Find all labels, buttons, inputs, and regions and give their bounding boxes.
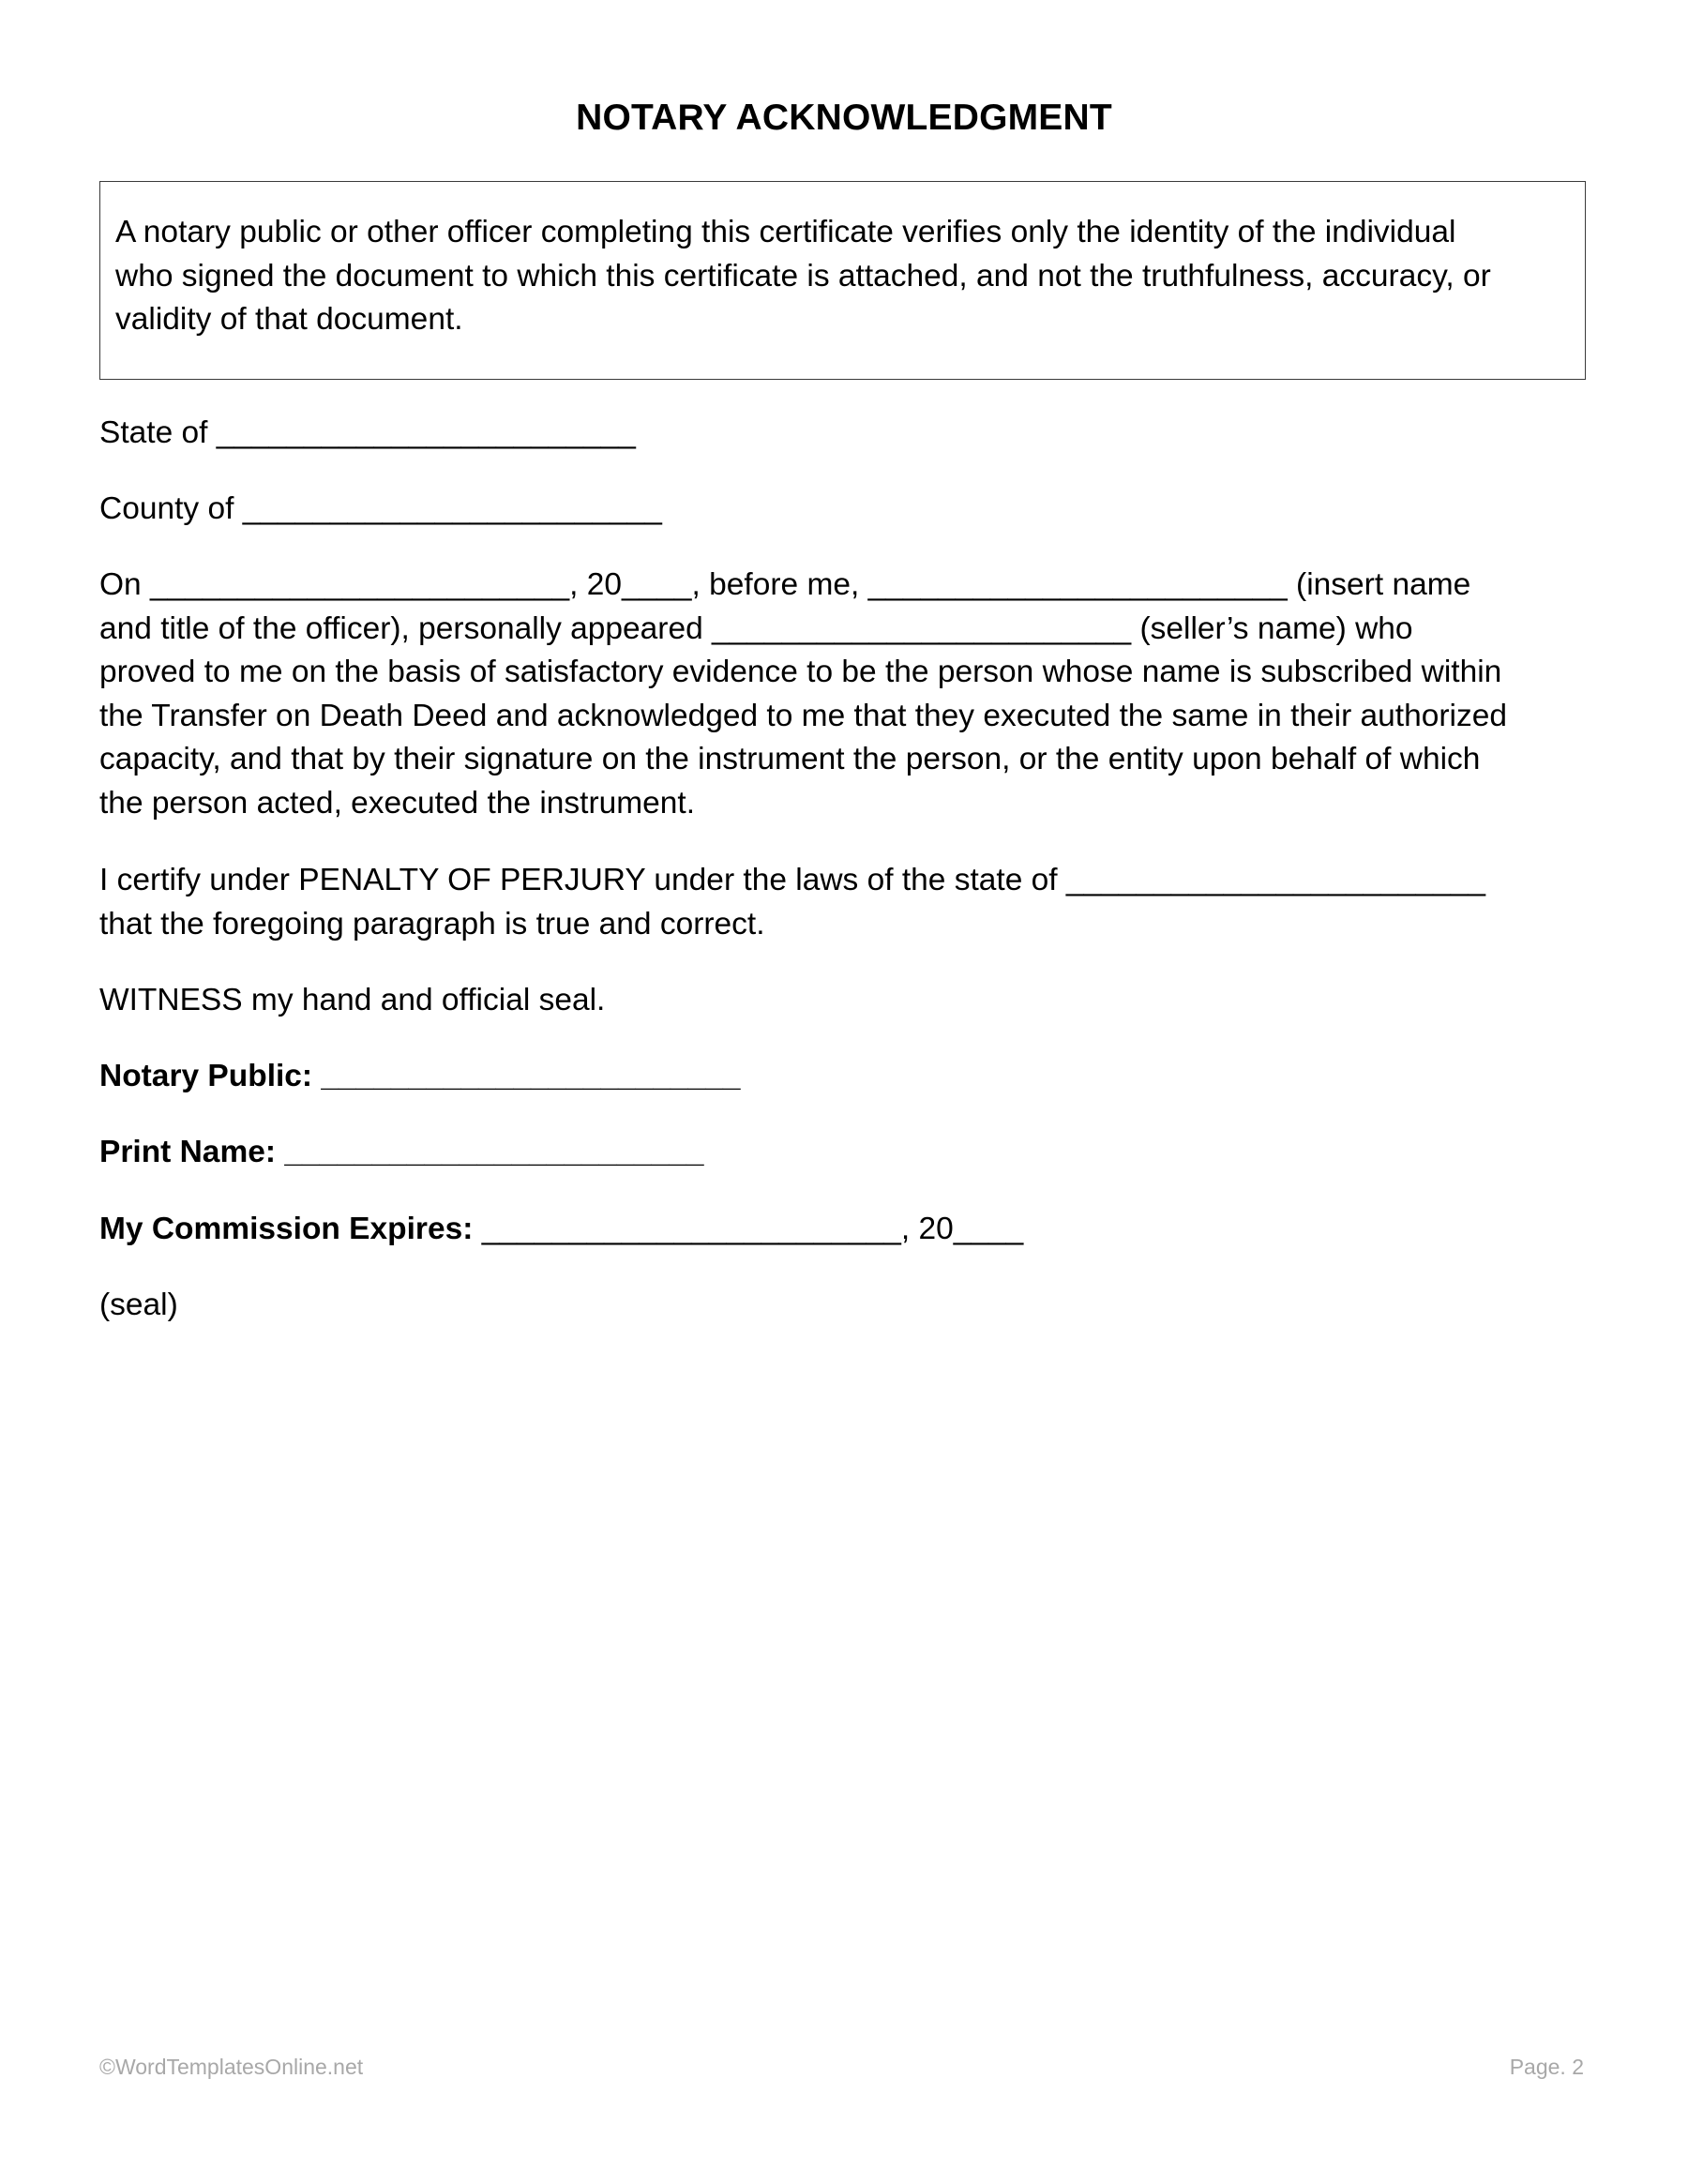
commission-expires-field	[99, 1208, 1023, 1252]
perjury-paragraph	[99, 859, 1600, 946]
acknowledgment-line: the person acted, executed the instrument.	[99, 785, 696, 821]
commission-expires-label: My Commission Expires:	[99, 1212, 474, 1246]
document-title: NOTARY ACKNOWLEDGMENT	[576, 98, 1112, 138]
footer-page-number: Page. 2	[1509, 2055, 1584, 2079]
footer-copyright: ©WordTemplatesOnline.net	[99, 2055, 364, 2079]
print-name-field	[99, 1131, 703, 1175]
acknowledgment-paragraph	[99, 564, 1600, 825]
notice-box	[99, 181, 1586, 380]
notary-public-field	[99, 1055, 741, 1099]
print-name-label: Print Name:	[99, 1135, 277, 1169]
state-of-field: State of ________________________	[99, 415, 636, 450]
acknowledgment-line: the Transfer on Death Deed and acknowledged to me that they executed the same in their authorized	[99, 698, 1507, 733]
perjury-line: I certify under PENALTY OF PERJURY under the laws of the state of ________________________	[99, 863, 1486, 897]
notary-public-blank: ________________________	[312, 1059, 741, 1093]
commission-expires-blank: ________________________, 20____	[473, 1212, 1024, 1246]
notice-line: validity of that document.	[115, 302, 463, 337]
notice-line: A notary public or other officer completing this certificate verifies only the identity of the individual	[115, 215, 1456, 249]
notary-public-label: Notary Public:	[99, 1059, 313, 1093]
notice-line: who signed the document to which this certificate is attached, and not the truthfulness, accuracy, or	[115, 258, 1491, 294]
acknowledgment-line: capacity, and that by their signature on the instrument the person, or the entity upon behalf of which	[99, 742, 1481, 776]
print-name-blank: ________________________	[276, 1135, 704, 1169]
acknowledgment-line: and title of the officer), personally appeared ________________________ (seller’s name) who	[99, 610, 1413, 646]
county-of-field: County of ________________________	[99, 491, 662, 526]
seal-placeholder: (seal)	[99, 1288, 178, 1322]
acknowledgment-line: proved to me on the basis of satisfactory evidence to be the person whose name is subscribed within	[99, 655, 1502, 689]
acknowledgment-line: On ________________________, 20____, before me, ________________________ (insert name	[99, 567, 1471, 602]
witness-statement: WITNESS my hand and official seal.	[99, 983, 606, 1017]
perjury-line: that the foregoing paragraph is true and correct.	[99, 906, 765, 941]
